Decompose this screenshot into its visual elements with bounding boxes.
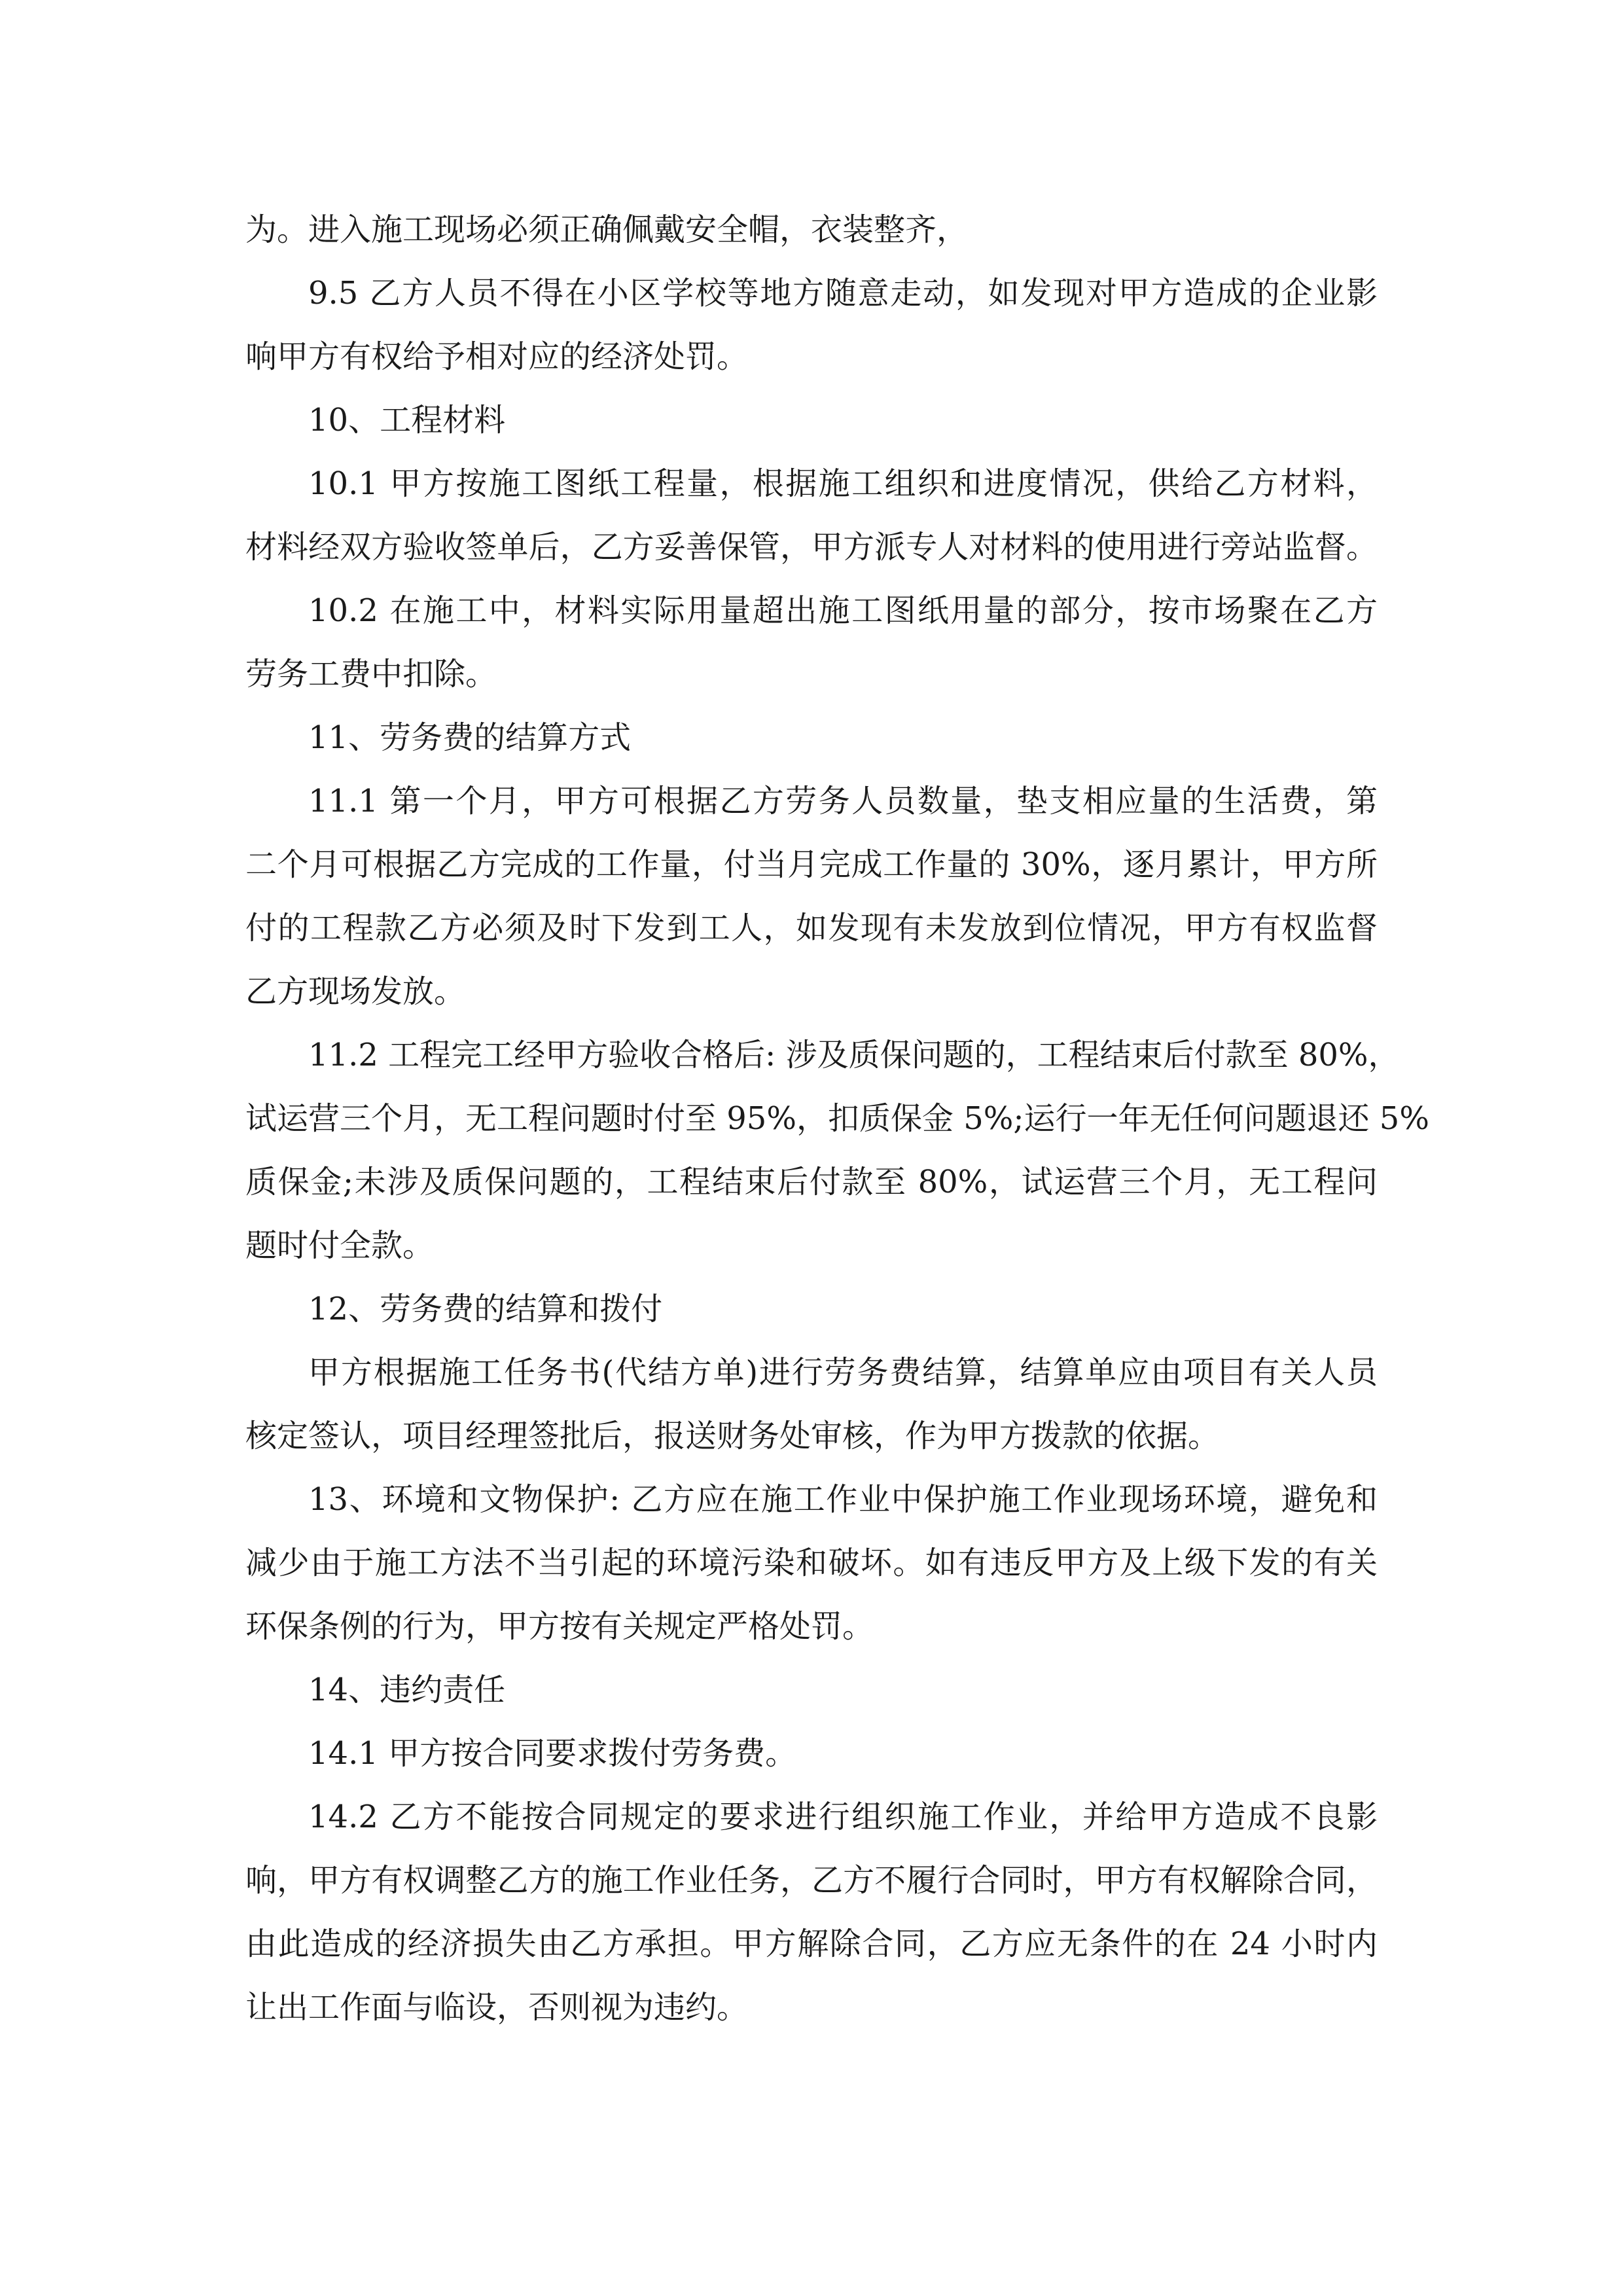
text-line: 响甲方有权给予相对应的经济处罚。 [245, 338, 749, 375]
section-heading: 10、工程材料 [308, 402, 506, 439]
text-line: 题时付全款。 [245, 1227, 435, 1264]
text-line: 二个月可根据乙方完成的工作量，付当月完成工作量的 30%，逐月累计，甲方所 [245, 846, 1378, 883]
text-line: 材料经双方验收签单后，乙方妥善保管，甲方派专人对材料的使用进行旁站监督。 [245, 529, 1378, 565]
text-line: 劳务工费中扣除。 [245, 656, 497, 692]
text-line: 乙方现场发放。 [245, 973, 466, 1010]
text-line: 为。进入施工现场必须正确佩戴安全帽，衣装整齐， [245, 211, 969, 248]
text-line: 14.1 甲方按合同要求拨付劳务费。 [308, 1735, 797, 1772]
text-line: 响，甲方有权调整乙方的施工作业任务，乙方不履行合同时，甲方有权解除合同， [245, 1862, 1378, 1899]
text-line: 11.2 工程完工经甲方验收合格后: 涉及质保问题的，工程结束后付款至 80%， [308, 1037, 1400, 1073]
text-line: 让出工作面与临设，否则视为违约。 [245, 1989, 749, 2026]
text-line: 环保条例的行为，甲方按有关规定严格处罚。 [245, 1608, 874, 1645]
text-line: 付的工程款乙方必须及时下发到工人，如发现有未发放到位情况，甲方有权监督 [245, 910, 1378, 946]
text-line: 由此造成的经济损失由乙方承担。甲方解除合同，乙方应无条件的在 24 小时内 [245, 1926, 1378, 1962]
text-line: 10.1 甲方按施工图纸工程量，根据施工组织和进度情况，供给乙方材料， [308, 465, 1378, 502]
text-line: 13、环境和文物保护: 乙方应在施工作业中保护施工作业现场环境，避免和 [308, 1481, 1378, 1518]
section-heading: 14、违约责任 [308, 1672, 506, 1708]
text-line: 11.1 第一个月，甲方可根据乙方劳务人员数量，垫支相应量的生活费，第 [308, 783, 1378, 819]
text-line: 14.2 乙方不能按合同规定的要求进行组织施工作业，并给甲方造成不良影 [308, 1799, 1378, 1835]
text-line: 减少由于施工方法不当引起的环境污染和破坏。如有违反甲方及上级下发的有关 [245, 1545, 1378, 1581]
text-line: 核定签认，项目经理签批后，报送财务处审核，作为甲方拨款的依据。 [245, 1418, 1220, 1454]
text-line: 质保金;未涉及质保问题的，工程结束后付款至 80%，试运营三个月，无工程问 [245, 1164, 1378, 1200]
text-line: 试运营三个月，无工程问题时付至 95%，扣质保金 5%;运行一年无任何问题退还 5% [245, 1100, 1429, 1137]
document-body [245, 198, 1429, 2039]
text-line: 甲方根据施工任务书(代结方单)进行劳务费结算，结算单应由项目有关人员 [308, 1354, 1378, 1391]
text-line: 10.2 在施工中，材料实际用量超出施工图纸用量的部分，按市场聚在乙方 [308, 592, 1378, 629]
section-heading: 12、劳务费的结算和拨付 [308, 1291, 663, 1327]
text-line: 9.5 乙方人员不得在小区学校等地方随意走动，如发现对甲方造成的企业影 [308, 275, 1378, 312]
section-heading: 11、劳务费的结算方式 [308, 719, 632, 756]
